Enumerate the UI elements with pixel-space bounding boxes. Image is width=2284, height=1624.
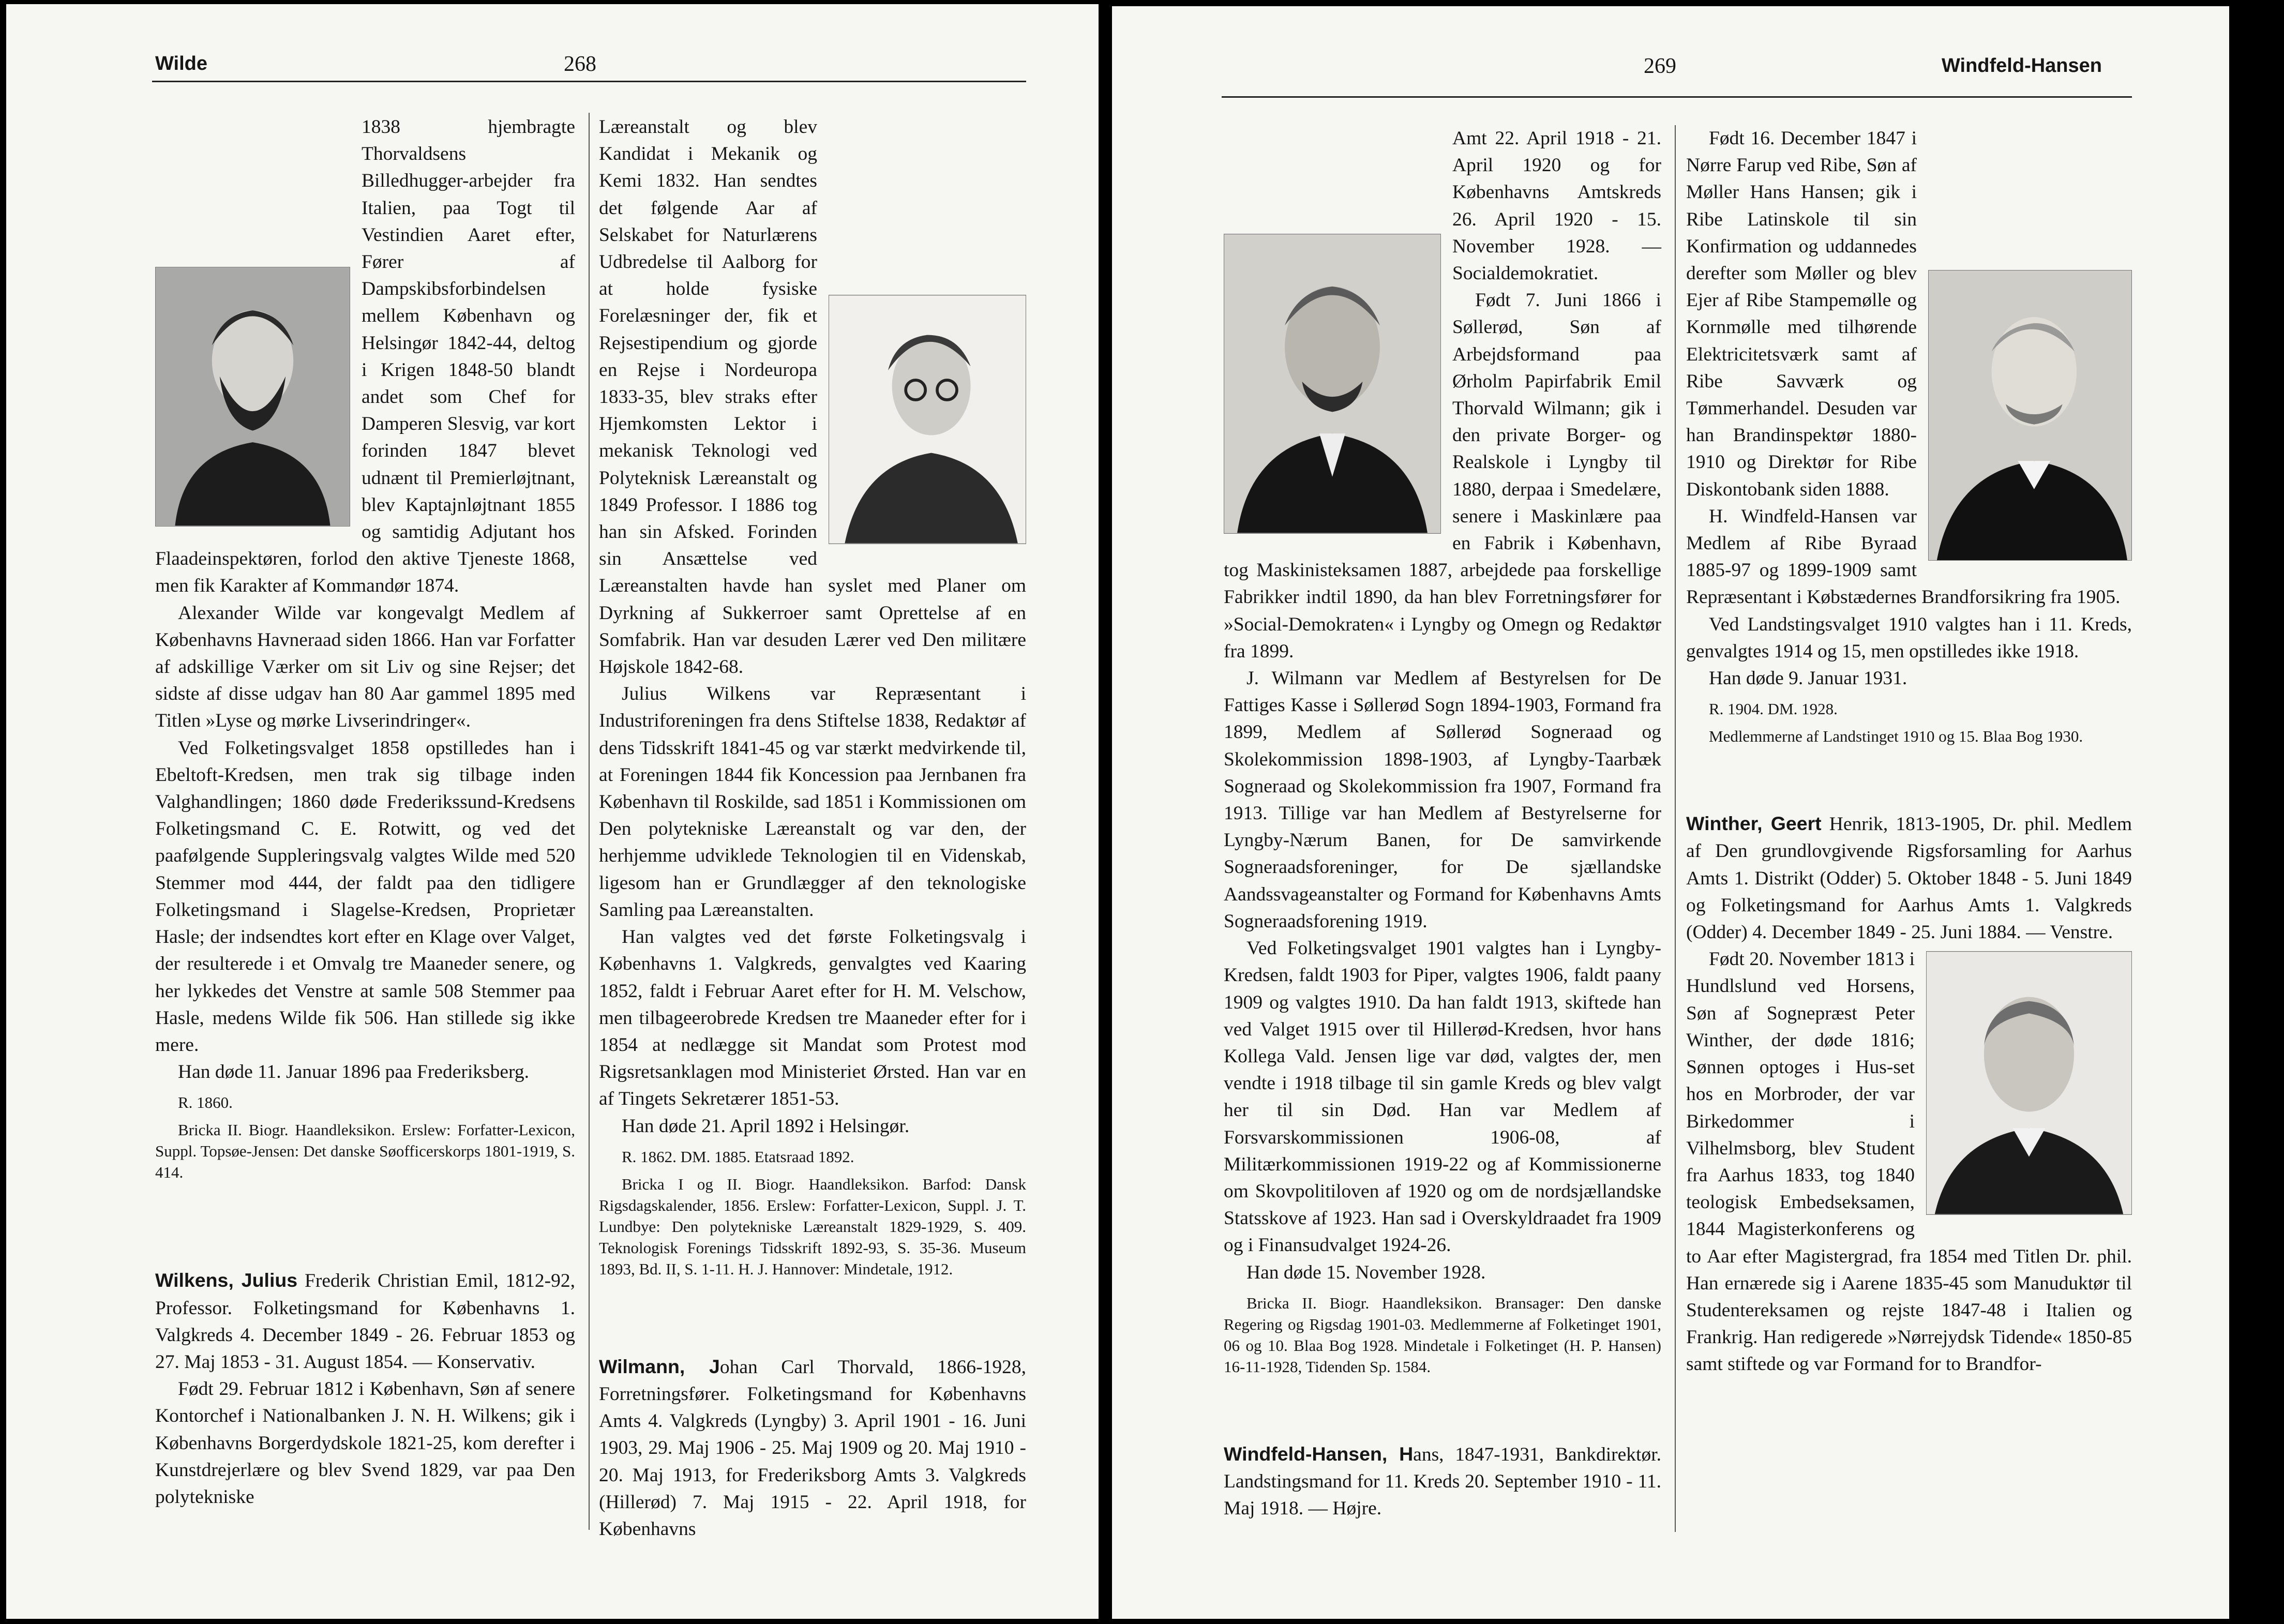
wilmann-paragraph-2: Født 7. Juni 1866 i Søllerød, Søn af Arbejdsformand paa Ørholm Papirfabrik Emil Thorvald Wilmann; gik i den private Borger- og Realskole i Lyngby til 1880, derpaa i Smedelære, senere i Maskinlære paa en Fabrik i København, tog Maskinisteksamen 1887, arbejdede paa forskellige Fabrikker indtil 1890, da han blev Forretningsfører for »Social-Demokraten« i Lyngby og Omegn og Redaktør fra 1899. xyxy=(1224,290,1661,662)
wilmann-paragraph-1: Amt 22. April 1918 - 21. April 1920 og for Københavns Amtskreds 26. April 1920 - 15. November 1928. — Socialdemokratiet. xyxy=(1452,128,1661,284)
wilde-honors: R. 1860. xyxy=(178,1093,233,1112)
left-page xyxy=(6,4,1099,1619)
portrait-wilmann xyxy=(1224,234,1441,534)
right-page xyxy=(1112,6,2229,1619)
wilmann-heading xyxy=(599,1353,1026,1543)
wilkens-summary: Frederik Christian Emil, 1812-92, Professor. Folketingsmand for Københavns 1. Valgkreds 4. December 1849 - 26. Februar 1853 og 27. Maj 1853 - 31. August 1854. — Konservativ. xyxy=(155,1270,575,1373)
running-head-left: Wilde xyxy=(155,53,207,74)
wilmann-name: Wilmann, J xyxy=(599,1355,720,1377)
portrait-wilde xyxy=(155,267,350,527)
page-number-left: 268 xyxy=(564,52,596,76)
windfeld-hansen-heading xyxy=(1224,1440,1661,1523)
entry-gap xyxy=(155,1189,575,1267)
wilkens-paragraph-2: Læreanstalt og blev Kandidat i Mekanik og Kemi 1832. Han sendtes det følgende Aar af Selskabet for Naturlærens Udbredelse til Aalborg for at holde fysiske Forelæsninger der, fik et Rejsestipendium og gjorde en Rejse i Nordeuropa 1833-35, blev straks efter Hjemkomsten Lektor i mekanisk Teknologi ved Polyteknisk Læreanstalt og 1849 Professor. I 1886 tog han sin Afsked. Forinden sin Ansættelse ved Læreanstalten havde han syslet med Planer om Dyrkning af Sukkerroer samt Oprettelse af en Somfabrik. Han var desuden Lærer ved Den militære Højskole 1842-68. xyxy=(599,116,1026,678)
portrait-wilmann-image xyxy=(1224,234,1440,533)
wilkens-sources: Bricka I og II. Biogr. Haandleksikon. Barfod: Dansk Rigsdagskalender, 1856. Erslew: Forfatter-Lexicon, Suppl. J. T. Lundbye: Den polytekniske Læreanstalt 1829-1929, S. 409. Teknologisk Forenings Tidsskrift 1892-93, S. 35-36. Museum 1893, Bd. II, S. 1-11. H. J. Hannover: Mindetale, 1912. xyxy=(599,1175,1026,1278)
left-column-2 xyxy=(599,114,1026,1543)
running-head-right: Windfeld-Hansen xyxy=(1942,55,2102,77)
windfeld-hansen-paragraph-4: Han døde 9. Januar 1931. xyxy=(1709,668,1907,689)
windfeld-hansen-paragraph-1: Født 16. December 1847 i Nørre Farup ved Ribe, Søn af Møller Hans Hansen; gik i Ribe Latinskole til sin Konfirmation og uddannedes derefter som Møller og blev Ejer af Ribe Stampemølle og Kornmølle med tilhørende Elektricitetsværk samt af Ribe Savværk og Tømmerhandel. Desuden var han Brandinspektør 1880-1910 og Direktør for Ribe Diskontobank siden 1888. xyxy=(1686,128,1917,500)
windfeld-hansen-name: Windfeld-Hansen, H xyxy=(1224,1442,1414,1465)
wilmann-paragraph-3: J. Wilmann var Medlem af Bestyrelsen for De Fattiges Kasse i Søllerød Sogn 1894-1903, Formand fra 1899, Medlem af Søllerød Sogneraad og Skolekommission 1898-1903, af Lyngby-Taarbæk Sogneraad og Skolekommission fra 1907, Formand fra 1913. Tillige var han Medlem af Bestyrelserne for Lyngby-Nærum Banen, for De samvirkende Sogneraadsforeninger, for De sjællandske Aandssvageanstalter og Formand for Københavns Amts Sogneraadsforening 1919. xyxy=(1224,668,1661,932)
windfeld-hansen-honors: R. 1904. DM. 1928. xyxy=(1709,700,1838,718)
wilmann-sources: Bricka II. Biogr. Haandleksikon. Bransager: Den danske Regering og Rigsdag 1901-03. Medlemmerne af Folketinget 1901, 06 og 10. Blaa Bog 1928. Mindetale i Folketinget (H. P. Hansen) 16-11-1928, Tidenden Sp. 1584. xyxy=(1224,1294,1661,1376)
entry-gap xyxy=(1686,753,2132,810)
wilde-paragraph-3: Ved Folketingsvalget 1858 opstilledes han i Ebeltoft-Kredsen, men trak sig tilbage inden Valghandlingen; 1860 døde Frederikssund-Kredsens Folketingsmand C. E. Rotwitt, og ved det paafølgende Suppleringsvalg valgtes Wilde med 520 Stemmer mod 444, der faldt paa den tidligere Folketingsmand i Slagelse-Kredsen, Proprietær Hasle; der indsendtes kort efter en Klage over Valget, der resulterede i et Omvalg tre Maaneder senere, og her lykkedes det Venstre at samle 508 Stemmer paa Hasle, medens Wilde fik 506. Han stillede sig ikke mere. xyxy=(155,737,575,1056)
portrait-wilkens xyxy=(829,295,1026,544)
winther-name: Winther, Geert xyxy=(1686,813,1822,835)
portrait-wilde-image xyxy=(156,267,350,526)
wilde-sources: Bricka II. Biogr. Haandleksikon. Erslew: Forfatter-Lexicon, Suppl. Topsøe-Jensen: Det danske Søofficerskorps 1801-1919, S. 414. xyxy=(155,1121,575,1182)
windfeld-hansen-sources: Medlemmerne af Landstinget 1910 og 15. Blaa Bog 1930. xyxy=(1709,727,2083,746)
wilkens-paragraph-1: Født 29. Februar 1812 i København, Søn af senere Kontorchef i Nationalbanken J. N. H. Wilkens; gik i Københavns Borgerdydskole 1821-25, kom derefter i Kunstdrejerlære og blev Svend 1829, var paa Den polytekniske xyxy=(155,1378,575,1508)
wilkens-paragraph-4: Han valgtes ved det første Folketingsvalg i Københavns 1. Valgkreds, genvalgtes ved Kaaring 1852, faldt i Februar Aaret efter for H. M. Velschow, men tilbageerobrede Kredsen tre Maaneder efter for i 1854 at nedlægge sit Mandat som Protest mod Rigsretsanklagen mod Ministeriet Ørsted. Han var en af Tingets Sekretærer 1851-53. xyxy=(599,926,1026,1110)
portrait-wilkens-image xyxy=(829,295,1026,544)
portrait-windfeld-hansen-image xyxy=(1929,270,2131,560)
windfeld-hansen-summary: ans, 1847-1931, Bankdirektør. Landstingsmand for 11. Kreds 20. September 1910 - 11. Maj 1918. — Højre. xyxy=(1224,1443,1661,1520)
wilde-paragraph-4: Han døde 11. Januar 1896 paa Frederiksberg. xyxy=(178,1061,529,1083)
wilmann-paragraph-4: Ved Folketingsvalget 1901 valgtes han i Lyngby-Kredsen, faldt 1903 for Piper, valgtes 1906, faldt paany 1909 og valgtes 1910. Da han faldt 1913, skiftede han ved Valget 1915 over til Hillerød-Kredsen, hvor hans Kollega Vald. Jensen lige var død, valgtes der, men vendte i 1918 tilbage til sin gamle Kreds og blev valgt her til sin Død. Han var Medlem af Forsvarskommissionen 1906-08, af Militærkommissionen 1919-22 og af Kommissionerne om Skovpolitiloven af 1920 og om de nordsjællandske Statsskove af 1923. Han sad i Overskyldraadet fra 1909 og i Finansudvalget 1924-26. xyxy=(1224,938,1661,1256)
entry-gap xyxy=(599,1286,1026,1353)
right-column-1 xyxy=(1224,125,1661,1522)
winther-paragraph-1: Født 20. November 1813 i Hundlslund ved Horsens, Søn af Sognepræst Peter Winther, der døde 1816; Sønnen optoges i Hus-set hos en Morbroder, der var Birkedommer i Vilhelmsborg, blev Student fra Aarhus 1833, tog 1840 teologisk Embedseksamen, 1844 Magisterkonferens og to Aar efter Magistergrad, fra 1854 med Titlen Dr. phil. Han ernærede sig i Aarene 1835-45 som Manuduktør til Studentereksamen og rejste 1847-48 i Italien og Frankrig. Han redigerede »Nørrejydsk Tidende« 1850-85 samt stiftede og var Formand for to Brandfor- xyxy=(1686,949,2132,1375)
winther-summary: Henrik, 1813-1905, Dr. phil. Medlem af Den grundlovgivende Rigsforsamling for Aarhus Amts 1. Distrikt (Odder) 5. Oktober 1848 - 5. Juni 1849 og Folketingsmand for Aarhus Amts 1. Valgkreds (Odder) 4. December 1849 - 25. Juni 1884. — Venstre. xyxy=(1686,814,2132,943)
windfeld-hansen-paragraph-2: H. Windfeld-Hansen var Medlem af Ribe Byraad 1885-97 og 1899-1909 samt Repræsentant i Købstædernes Brandforsikring fra 1905. xyxy=(1686,505,2121,608)
left-column-1 xyxy=(155,114,575,1511)
column-rule-right xyxy=(1675,125,1676,1532)
wilkens-paragraph-3: Julius Wilkens var Repræsentant i Industriforeningen fra dens Stiftelse 1838, Redaktør af dens Tidsskrift 1841-45 og var stærkt medvirkende til, at Foreningen 1844 fik Koncession paa Jernbanen fra København til Roskilde, sad 1851 i Kommissionen om Den polytekniske Læreanstalt og var den, der herhjemme udviklede Teknologien til en Videnskab, ligesom han er Grundlægger af den teknologiske Samling paa Læreanstalten. xyxy=(599,683,1026,921)
windfeld-hansen-paragraph-3: Ved Landstingsvalget 1910 valgtes han i 11. Kreds, genvalgtes 1914 og 15, men opstilledes ikke 1918. xyxy=(1686,613,2132,662)
wilkens-heading xyxy=(155,1267,575,1376)
column-rule-left xyxy=(589,113,590,1530)
wilde-paragraph-1: 1838 hjembragte Thorvaldsens Billedhugger-arbejder fra Italien, paa Togt til Vestindien Aaret efter, Fører af Dampskibsforbindelsen mellem København og Helsingør 1842-44, deltog i Krigen 1848-50 blandt andet som Chef for Damperen Slesvig, var kort forinden 1847 blevet udnænt til Premierløjtnant, blev Kaptajnløjtnant 1855 og samtidig Adjutant hos Flaadeinspektøren, forlod den aktive Tjeneste 1868, men fik Karakter af Kommandør 1874. xyxy=(155,116,575,597)
entry-gap xyxy=(1224,1384,1661,1440)
winther-heading xyxy=(1686,810,2132,946)
wilkens-paragraph-5: Han døde 21. April 1892 i Helsingør. xyxy=(622,1115,910,1137)
portrait-winther xyxy=(1926,951,2132,1215)
header-rule-left xyxy=(152,81,1026,82)
page-number-right: 269 xyxy=(1644,54,1676,78)
wilde-paragraph-2: Alexander Wilde var kongevalgt Medlem af Københavns Havneraad siden 1866. Han var Forfatter af adskillige Værker om sit Liv og sine Rejser; det sidste af disse udgav han 80 Aar gammel 1895 med Titlen »Lyse og mørke Livserindringer«. xyxy=(155,602,575,732)
wilkens-name: Wilkens, Julius xyxy=(155,1269,298,1291)
portrait-winther-image xyxy=(1927,952,2131,1214)
wilkens-honors: R. 1862. DM. 1885. Etatsraad 1892. xyxy=(622,1147,854,1166)
wilmann-paragraph-5: Han døde 15. November 1928. xyxy=(1246,1261,1486,1283)
portrait-windfeld-hansen xyxy=(1928,270,2132,561)
header-rule-right xyxy=(1222,96,2132,98)
right-column-2 xyxy=(1686,125,2132,1378)
wilmann-summary: ohan Carl Thorvald, 1866-1928, Forretningsfører. Folketingsmand for Københavns Amts 4. Valgkreds (Lyngby) 3. April 1901 - 16. Juni 1903, 29. Maj 1906 - 25. Maj 1909 og 20. Maj 1910 - 20. Maj 1913, for Frederiksborg Amts 3. Valgkreds (Hillerød) 7. Maj 1915 - 22. April 1918, for Københavns xyxy=(599,1356,1026,1540)
